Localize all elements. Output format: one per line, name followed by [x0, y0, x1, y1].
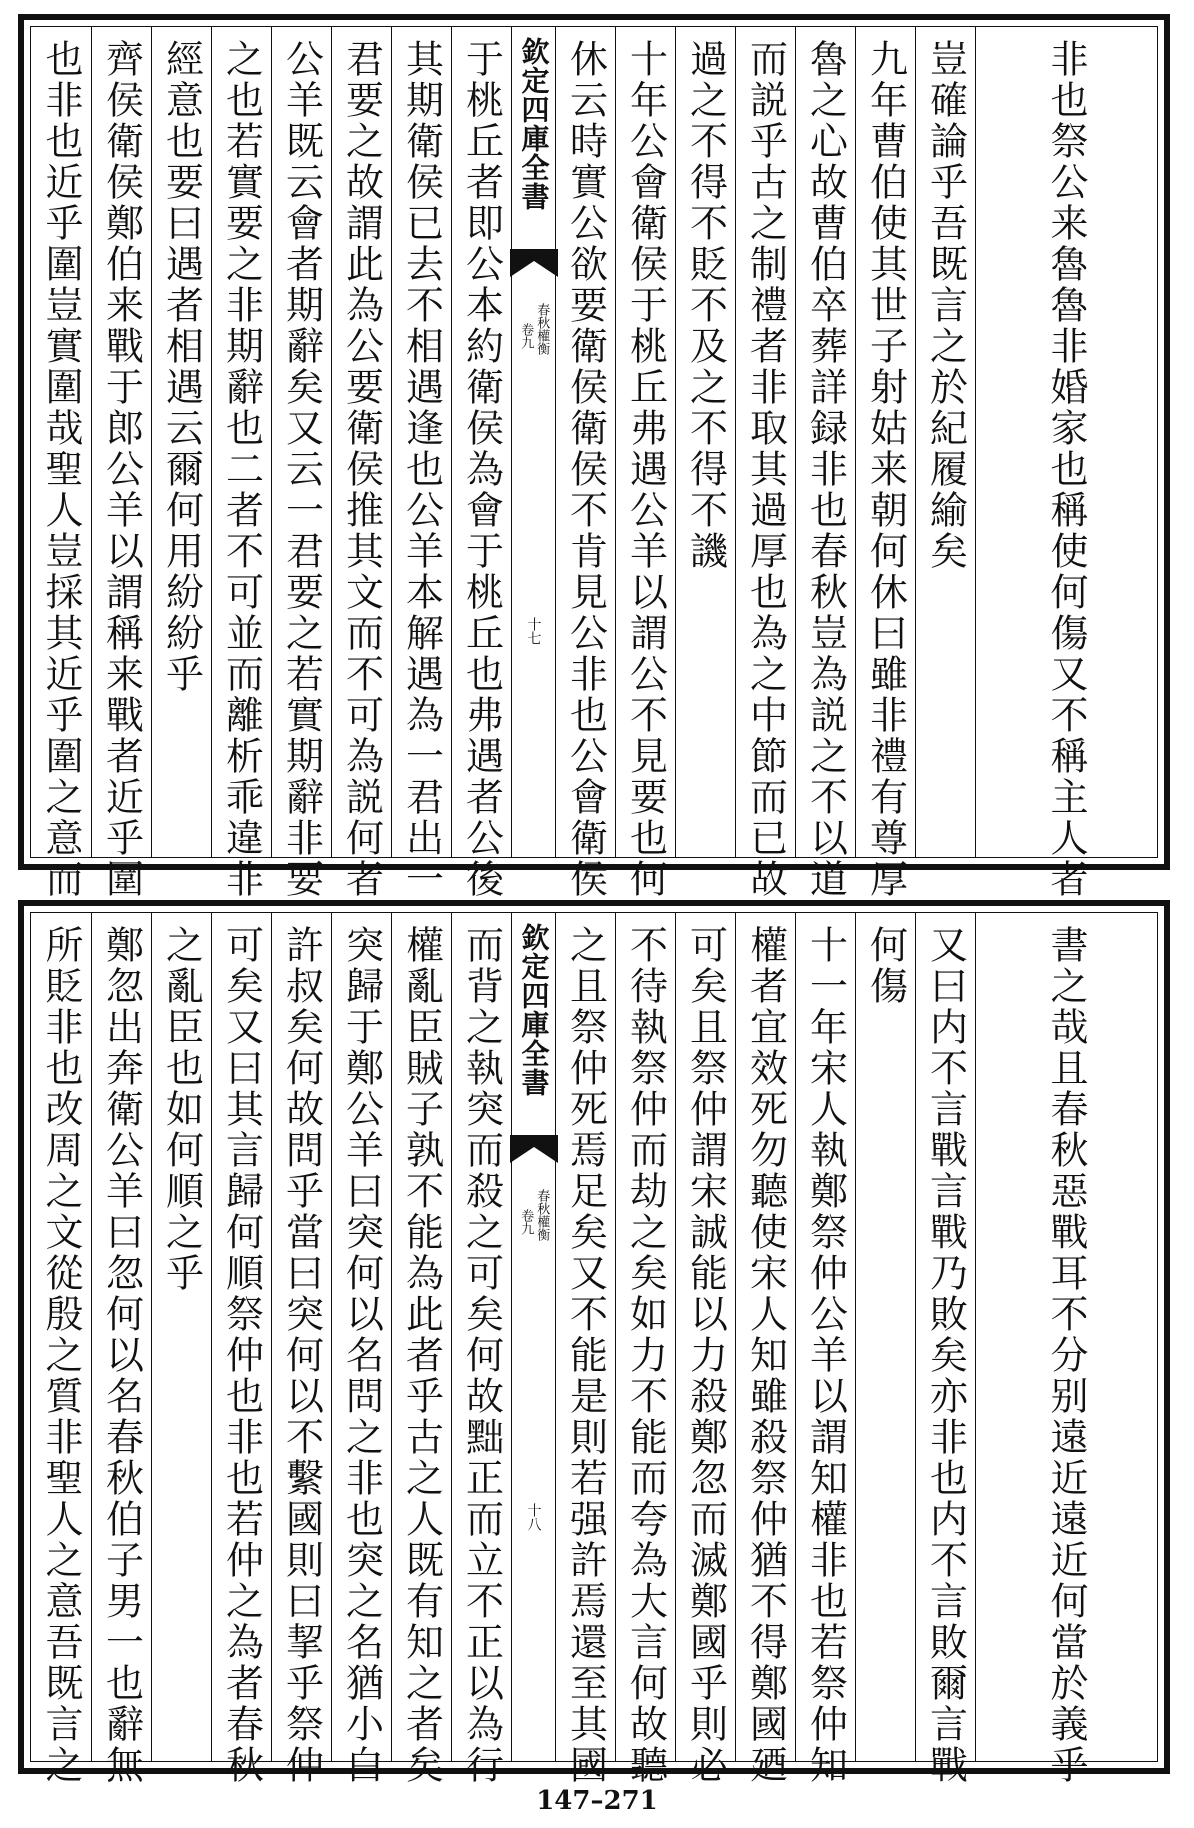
- bottom-column-text: 所貶非也改周之文從殷之質非聖人之意吾既言之: [39, 925, 83, 1786]
- bottom-text-column: [271, 913, 331, 1786]
- top-column-text: 過之不得不貶不及之不得不譏: [683, 39, 728, 572]
- top-column-text: 豈確論乎吾既言之於紀履緰矣: [923, 39, 968, 572]
- bottom-text-column: [795, 913, 855, 1786]
- top-column-text: 非也祭公来魯魯非婚家也稱使何傷又不稱主人者: [1044, 39, 1088, 900]
- bottom-text-column: [91, 913, 151, 1786]
- bottom-center-gutter: [511, 913, 555, 1761]
- top-center-gutter: [511, 27, 555, 857]
- top-text-column: [555, 27, 615, 900]
- bottom-column-text: 可矣又曰其言歸何順祭仲也非也若仲之為者春秋: [219, 925, 264, 1786]
- top-column-text: 魯之心故曹伯卒葬詳録非也春秋豈為説之不以道: [803, 39, 848, 900]
- bottom-gutter-title: 欽定四庫全書: [517, 923, 551, 1097]
- top-text-column: [975, 27, 1156, 900]
- top-text-column: [391, 27, 451, 900]
- top-text-column: [211, 27, 271, 900]
- bottom-text-column: [555, 913, 615, 1786]
- top-text-column: [151, 27, 211, 857]
- bottom-column-text: 權亂臣賊子孰不能為此者乎古之人既有知之者矣: [399, 925, 444, 1786]
- bottom-column-text: 可矣且祭仲謂宋誠能以力殺鄭忽而滅鄭國乎則必: [683, 925, 728, 1786]
- top-gutter-page-number: 十七: [525, 617, 542, 645]
- bottom-column-text: 何傷: [863, 925, 908, 1007]
- top-column-text: 也非也近乎圍豈實圍哉聖人豈採其近乎圍之意而: [39, 39, 83, 900]
- bottom-text-column: [615, 913, 675, 1786]
- top-gutter-volume: 卷九: [518, 323, 534, 349]
- top-column-text: 其期衛侯已去不相遇逢也公羊本解遇為一君出一: [399, 39, 444, 900]
- bottom-column-text: 十一年宋人執鄭祭仲公羊以謂知權非也若祭仲知: [803, 925, 848, 1786]
- bottom-text-column: [331, 913, 391, 1786]
- bottom-column-text: 又曰内不言戰言戰乃敗矣亦非也内不言敗爾言戰: [923, 925, 968, 1786]
- top-text-column: [331, 27, 391, 900]
- folio-number: 147–271: [536, 1786, 658, 1816]
- top-column-text: 之也若實要之非期辭也二者不可並而離析乖違非: [219, 39, 264, 900]
- top-text-column: [451, 27, 511, 900]
- bottom-text-column: [975, 913, 1156, 1786]
- bottom-column-text: 書之哉且春秋惡戰耳不分别遠近遠近何當於義乎: [1044, 925, 1088, 1786]
- top-text-column: [675, 27, 735, 857]
- top-column-text: 而説乎古之制禮者非取其過厚也為之中節而已故: [743, 39, 788, 900]
- top-gutter-book-name: 春秋權衡: [534, 303, 550, 355]
- top-text-column: [795, 27, 855, 900]
- bottom-gutter-page-number: 十八: [525, 1503, 542, 1531]
- fishtail-mark-icon: [510, 249, 558, 289]
- bottom-column-text: 之亂臣也如何順之乎: [159, 925, 204, 1294]
- bottom-page: [18, 900, 1170, 1786]
- top-gutter-title: 欽定四庫全書: [517, 37, 551, 211]
- bottom-text-column: [151, 913, 211, 1761]
- bottom-text-column: [675, 913, 735, 1786]
- bottom-gutter-volume: 卷九: [518, 1209, 534, 1235]
- top-column-text: 公羊既云會者期辭矣又云一君要之若實期辭非要: [279, 39, 324, 900]
- top-text-column: [855, 27, 915, 900]
- bottom-text-column: [391, 913, 451, 1786]
- top-text-column: [91, 27, 151, 900]
- bottom-text-column: [915, 913, 975, 1786]
- top-page-frame: [30, 26, 1158, 900]
- bottom-text-column: [31, 913, 91, 1786]
- bottom-page-frame: [30, 912, 1158, 1786]
- top-text-column: [735, 27, 795, 900]
- top-column-text: 于桃丘者即公本約衛侯為會于桃丘也弗遇者公後: [459, 39, 504, 900]
- bottom-column-text: 鄭忽出奔衛公羊曰忽何以名春秋伯子男一也辭無: [99, 925, 144, 1786]
- top-column-text: 休云時實公欲要衛侯衛侯不肯見公非也公會衛侯: [563, 39, 608, 900]
- bottom-text-column: [855, 913, 915, 1761]
- bottom-column-text: 之且祭仲死焉足矣又不能是則若强許焉還至其國: [563, 925, 608, 1786]
- top-text-column: [31, 27, 91, 900]
- top-column-text: 經意也要曰遇者相遇云爾何用紛紛乎: [159, 39, 204, 695]
- top-column-text: 九年曹伯使其世子射姑来朝何休曰雖非禮有尊厚: [863, 39, 908, 900]
- bottom-column-text: 不待執祭仲而劫之矣如力不能而夸為大言何故聽: [623, 925, 668, 1786]
- top-page: [18, 14, 1170, 900]
- bottom-text-column: [451, 913, 511, 1786]
- top-column-text: 十年公會衛侯于桃丘弗遇公羊以謂公不見要也何: [623, 39, 668, 900]
- top-text-column: [271, 27, 331, 900]
- bottom-column-text: 突歸于鄭公羊曰突何以名問之非也突之名猶小白: [339, 925, 384, 1786]
- top-text-column: [915, 27, 975, 857]
- top-text-column: [615, 27, 675, 900]
- bottom-column-text: 而背之執突而殺之可矣何故黜正而立不正以為行: [459, 925, 504, 1786]
- bottom-column-text: 權者宜效死勿聽使宋人知雖殺祭仲猶不得鄭國廼: [743, 925, 788, 1786]
- bottom-text-column: [735, 913, 795, 1786]
- top-column-text: 齊侯衛侯鄭伯来戰于郎公羊以謂稱来戰者近乎圍: [99, 39, 144, 900]
- bottom-column-text: 許叔矣何故問乎當曰突何以不繫國則曰挈乎祭仲: [279, 925, 324, 1786]
- fishtail-mark-icon: [510, 1135, 558, 1175]
- bottom-gutter-book-name: 春秋權衡: [534, 1189, 550, 1241]
- top-column-text: 君要之故謂此為公要衛侯推其文而不可為説何者: [339, 39, 384, 900]
- bottom-text-column: [211, 913, 271, 1786]
